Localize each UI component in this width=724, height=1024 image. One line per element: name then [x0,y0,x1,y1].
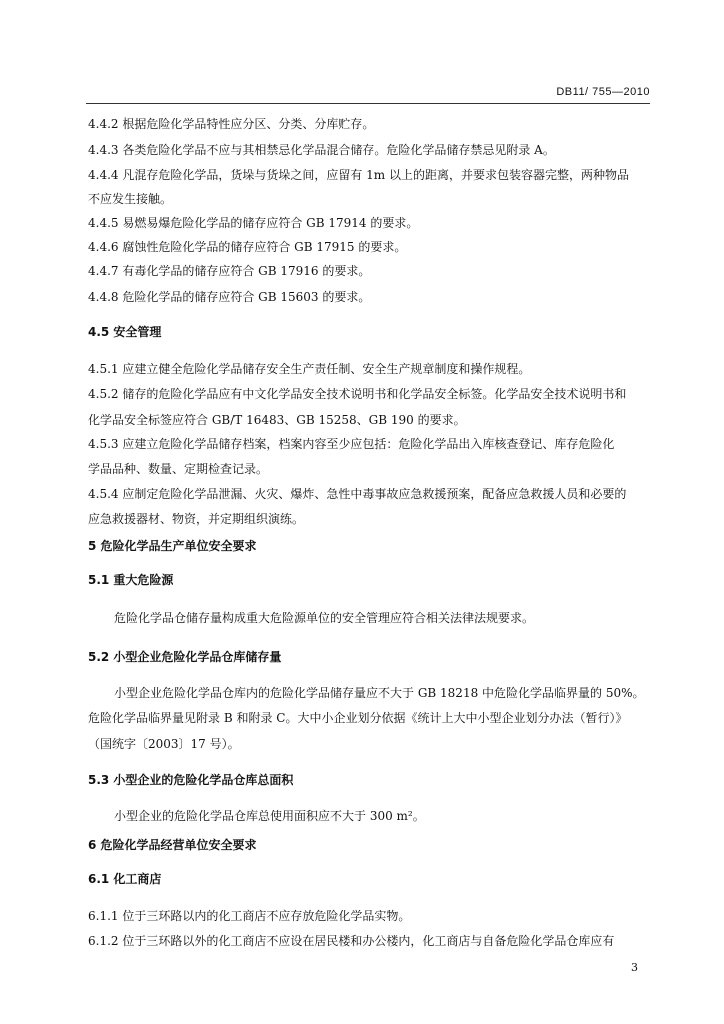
clause-4-5-4-cont: 应急救援器材、物资，并定期组织演练。 [88,512,305,526]
paragraph-5-3: 小型企业的危险化学品仓库总使用面积应不大于 300 m²。 [114,809,425,823]
paragraph-5-1: 危险化学品仓储存量构成重大危险源单位的安全管理应符合相关法律法规要求。 [114,611,535,625]
header-divider [86,103,650,104]
clause-4-4-8: 4.4.8 危险化学品的储存应符合 GB 15603 的要求。 [88,290,371,304]
clause-4-5-3-cont: 学品品种、数量、定期检查记录。 [88,462,269,476]
clause-6-1-1: 6.1.1 位于三环路以内的化工商店不应存放危险化学品实物。 [88,909,411,923]
clause-4-5-4: 4.5.4 应制定危险化学品泄漏、火灾、爆炸、急性中毒事故应急救援预案，配备应急救援人员和必要的 [88,487,627,501]
paragraph-5-2-cont: 危险化学品临界量见附录 B 和附录 C。大中小企业划分依据《统计上大中小型企业划分办法（暂行）》 [88,711,628,725]
clause-4-5-2: 4.5.2 储存的危险化学品应有中文化学品安全技术说明书和化学品安全标签。化学品安全技术说明书和 [88,387,627,401]
clause-6-1-2: 6.1.2 位于三环路以外的化工商店不应设在居民楼和办公楼内，化工商店与自备危险化学品仓库应有 [88,934,615,948]
section-heading-5-3: 5.3 小型企业的危险化学品仓库总面积 [88,773,294,787]
section-heading-5-2: 5.2 小型企业危险化学品仓库储存量 [88,650,282,664]
clause-4-4-5: 4.4.5 易燃易爆危险化学品的储存应符合 GB 17914 的要求。 [88,216,419,230]
section-heading-6-1: 6.1 化工商店 [88,872,162,886]
section-heading-5-1: 5.1 重大危险源 [88,573,174,587]
clause-4-4-6: 4.4.6 腐蚀性危险化学品的储存应符合 GB 17915 的要求。 [88,240,407,254]
clause-4-4-4: 4.4.4 凡混存危险化学品，货垛与货垛之间，应留有 1m 以上的距离，并要求包装容器完整，两种物品 [88,168,629,182]
clause-4-5-2-cont: 化学品安全标签应符合 GB/T 16483、GB 15258、GB 190 的要求。 [88,413,466,427]
clause-4-4-2: 4.4.2 根据危险化学品特性应分区、分类、分库贮存。 [88,117,375,131]
clause-4-5-1: 4.5.1 应建立健全危险化学品储存安全生产责任制、安全生产规章制度和操作规程。 [88,362,531,376]
chapter-heading-6: 6 危险化学品经营单位安全要求 [88,838,257,852]
page-number: 3 [631,961,638,974]
clause-4-4-7: 4.4.7 有毒化学品的储存应符合 GB 17916 的要求。 [88,264,371,278]
clause-4-5-3: 4.5.3 应建立危险化学品储存档案，档案内容至少应包括：危险化学品出入库核查登记、库存危险化 [88,437,615,451]
clause-4-4-4-cont: 不应发生接触。 [88,192,173,206]
paragraph-5-2-cont-2: （国统字〔2003〕17 号）。 [88,737,240,751]
section-heading-4-5: 4.5 安全管理 [88,325,162,339]
document-code: DB11/ 755—2010 [556,86,650,98]
clause-4-4-3: 4.4.3 各类危险化学品不应与其相禁忌化学品混合储存。危险化学品储存禁忌见附录 A。 [88,143,555,157]
paragraph-5-2: 小型企业危险化学品仓库内的危险化学品储存量应不大于 GB 18218 中危险化学品临界量的 50%。 [114,686,645,700]
chapter-heading-5: 5 危险化学品生产单位安全要求 [88,539,257,553]
